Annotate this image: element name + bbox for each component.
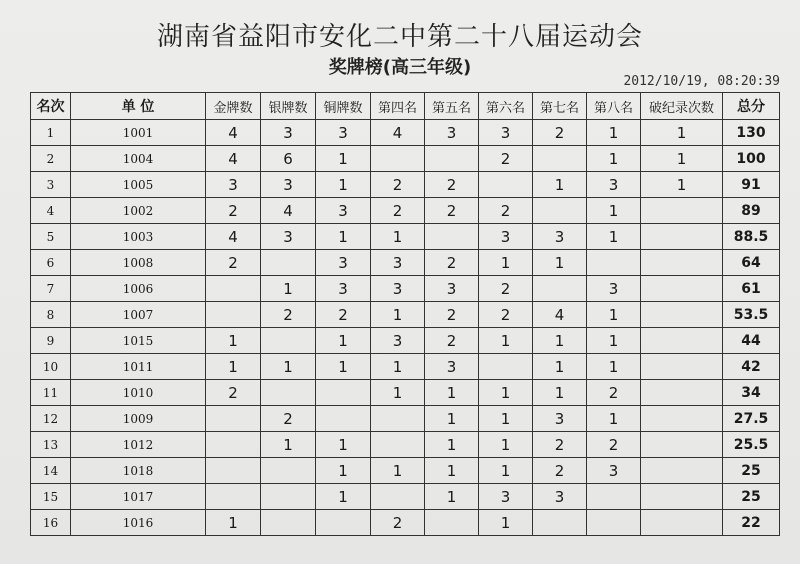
bronze-cell: [316, 380, 371, 406]
sixth-cell: 2: [479, 198, 533, 224]
table-row: [31, 302, 780, 328]
rank-cell: 5: [31, 224, 71, 250]
seventh-cell: 1: [533, 380, 587, 406]
column-header-rank: 名次: [31, 93, 71, 120]
bronze-cell: 3: [316, 120, 371, 146]
column-header-records: 破纪录次数: [641, 93, 723, 120]
table-row: [31, 484, 780, 510]
fifth-cell: 2: [425, 198, 479, 224]
table-row: [31, 510, 780, 536]
seventh-cell: 2: [533, 120, 587, 146]
bronze-cell: 1: [316, 328, 371, 354]
unit-cell: 1012: [71, 432, 206, 458]
eighth-cell: 1: [587, 328, 641, 354]
rank-cell: 1: [31, 120, 71, 146]
total-cell: 130: [723, 120, 780, 146]
eighth-cell: 2: [587, 380, 641, 406]
fifth-cell: 1: [425, 432, 479, 458]
eighth-cell: 3: [587, 276, 641, 302]
gold-cell: [206, 406, 261, 432]
table-row: [31, 406, 780, 432]
table-row: [31, 172, 780, 198]
total-cell: 34: [723, 380, 780, 406]
rank-cell: 2: [31, 146, 71, 172]
sixth-cell: 2: [479, 276, 533, 302]
column-header-bronze: 铜牌数: [316, 93, 371, 120]
records-cell: [641, 406, 723, 432]
fifth-cell: 1: [425, 406, 479, 432]
silver-cell: [261, 328, 316, 354]
rank-cell: 7: [31, 276, 71, 302]
silver-cell: 3: [261, 120, 316, 146]
sixth-cell: 2: [479, 146, 533, 172]
rank-cell: 4: [31, 198, 71, 224]
silver-cell: 1: [261, 276, 316, 302]
unit-cell: 1016: [71, 510, 206, 536]
bronze-cell: 1: [316, 458, 371, 484]
unit-cell: 1009: [71, 406, 206, 432]
eighth-cell: 2: [587, 432, 641, 458]
seventh-cell: 4: [533, 302, 587, 328]
sixth-cell: 3: [479, 120, 533, 146]
eighth-cell: [587, 250, 641, 276]
silver-cell: [261, 380, 316, 406]
total-cell: 64: [723, 250, 780, 276]
sixth-cell: [479, 172, 533, 198]
gold-cell: [206, 302, 261, 328]
bronze-cell: [316, 510, 371, 536]
seventh-cell: [533, 198, 587, 224]
column-header-total: 总分: [723, 93, 780, 120]
sixth-cell: 1: [479, 458, 533, 484]
fourth-cell: 1: [371, 380, 425, 406]
page-title: 湖南省益阳市安化二中第二十八届运动会: [156, 22, 643, 52]
fourth-cell: 2: [371, 510, 425, 536]
bronze-cell: 3: [316, 250, 371, 276]
sixth-cell: [479, 354, 533, 380]
fourth-cell: 2: [371, 198, 425, 224]
records-cell: [641, 484, 723, 510]
fifth-cell: 2: [425, 302, 479, 328]
table-row: [31, 224, 780, 250]
seventh-cell: 1: [533, 328, 587, 354]
column-header-fourth: 第四名: [371, 93, 425, 120]
gold-cell: [206, 276, 261, 302]
fifth-cell: 3: [425, 276, 479, 302]
silver-cell: 4: [261, 198, 316, 224]
column-header-fifth: 第五名: [425, 93, 479, 120]
total-cell: 91: [723, 172, 780, 198]
total-cell: 42: [723, 354, 780, 380]
table-row: [31, 120, 780, 146]
sixth-cell: 2: [479, 302, 533, 328]
table-row: [31, 432, 780, 458]
table-row: [31, 354, 780, 380]
seventh-cell: 1: [533, 354, 587, 380]
page-subtitle: 奖牌榜(高三年级): [328, 57, 472, 78]
total-cell: 25: [723, 458, 780, 484]
eighth-cell: [587, 510, 641, 536]
fourth-cell: [371, 432, 425, 458]
silver-cell: 6: [261, 146, 316, 172]
total-cell: 27.5: [723, 406, 780, 432]
total-cell: 25.5: [723, 432, 780, 458]
seventh-cell: 3: [533, 224, 587, 250]
eighth-cell: 1: [587, 302, 641, 328]
sixth-cell: 1: [479, 380, 533, 406]
records-cell: [641, 276, 723, 302]
sixth-cell: 1: [479, 432, 533, 458]
gold-cell: [206, 432, 261, 458]
eighth-cell: 1: [587, 406, 641, 432]
silver-cell: 3: [261, 224, 316, 250]
gold-cell: [206, 458, 261, 484]
gold-cell: 1: [206, 510, 261, 536]
records-cell: [641, 510, 723, 536]
seventh-cell: [533, 276, 587, 302]
fifth-cell: 2: [425, 328, 479, 354]
records-cell: 1: [641, 172, 723, 198]
gold-cell: 4: [206, 146, 261, 172]
silver-cell: 2: [261, 302, 316, 328]
fourth-cell: 4: [371, 120, 425, 146]
seventh-cell: 3: [533, 406, 587, 432]
table-row: [31, 328, 780, 354]
records-cell: [641, 224, 723, 250]
timestamp: 2012/10/19, 08:20:39: [623, 74, 780, 89]
gold-cell: 3: [206, 172, 261, 198]
unit-cell: 1011: [71, 354, 206, 380]
rank-cell: 13: [31, 432, 71, 458]
fourth-cell: 3: [371, 250, 425, 276]
table-row: [31, 380, 780, 406]
sixth-cell: 1: [479, 250, 533, 276]
bronze-cell: 1: [316, 484, 371, 510]
rank-cell: 8: [31, 302, 71, 328]
fourth-cell: 1: [371, 302, 425, 328]
bronze-cell: 1: [316, 172, 371, 198]
records-cell: [641, 302, 723, 328]
fifth-cell: 1: [425, 484, 479, 510]
table-row: [31, 250, 780, 276]
bronze-cell: 3: [316, 198, 371, 224]
sixth-cell: 1: [479, 510, 533, 536]
total-cell: 89: [723, 198, 780, 224]
bronze-cell: 1: [316, 146, 371, 172]
gold-cell: 2: [206, 250, 261, 276]
unit-cell: 1006: [71, 276, 206, 302]
fifth-cell: 3: [425, 120, 479, 146]
bronze-cell: 3: [316, 276, 371, 302]
total-cell: 22: [723, 510, 780, 536]
table-row: [31, 198, 780, 224]
fifth-cell: 1: [425, 458, 479, 484]
rank-cell: 9: [31, 328, 71, 354]
records-cell: [641, 250, 723, 276]
eighth-cell: 3: [587, 458, 641, 484]
eighth-cell: 1: [587, 146, 641, 172]
seventh-cell: [533, 510, 587, 536]
rank-cell: 14: [31, 458, 71, 484]
seventh-cell: 3: [533, 484, 587, 510]
records-cell: [641, 380, 723, 406]
fifth-cell: 2: [425, 250, 479, 276]
fourth-cell: [371, 146, 425, 172]
unit-cell: 1002: [71, 198, 206, 224]
fifth-cell: 3: [425, 354, 479, 380]
gold-cell: 4: [206, 120, 261, 146]
rank-cell: 3: [31, 172, 71, 198]
seventh-cell: 1: [533, 172, 587, 198]
unit-cell: 1018: [71, 458, 206, 484]
unit-cell: 1015: [71, 328, 206, 354]
total-cell: 53.5: [723, 302, 780, 328]
silver-cell: [261, 458, 316, 484]
records-cell: [641, 198, 723, 224]
fifth-cell: [425, 146, 479, 172]
records-cell: [641, 432, 723, 458]
silver-cell: 3: [261, 172, 316, 198]
fourth-cell: 3: [371, 276, 425, 302]
medal-table: [30, 92, 780, 536]
fourth-cell: [371, 406, 425, 432]
rank-cell: 15: [31, 484, 71, 510]
silver-cell: [261, 510, 316, 536]
sixth-cell: 3: [479, 484, 533, 510]
records-cell: 1: [641, 120, 723, 146]
gold-cell: 2: [206, 198, 261, 224]
seventh-cell: 2: [533, 432, 587, 458]
sixth-cell: 3: [479, 224, 533, 250]
fifth-cell: [425, 224, 479, 250]
unit-cell: 1017: [71, 484, 206, 510]
column-header-gold: 金牌数: [206, 93, 261, 120]
fifth-cell: [425, 510, 479, 536]
table-header-row: [31, 93, 780, 120]
unit-cell: 1001: [71, 120, 206, 146]
records-cell: [641, 354, 723, 380]
column-header-eighth: 第八名: [587, 93, 641, 120]
column-header-sixth: 第六名: [479, 93, 533, 120]
unit-cell: 1010: [71, 380, 206, 406]
fourth-cell: [371, 484, 425, 510]
bronze-cell: [316, 406, 371, 432]
eighth-cell: 3: [587, 172, 641, 198]
table-row: [31, 458, 780, 484]
gold-cell: 1: [206, 328, 261, 354]
fifth-cell: 1: [425, 380, 479, 406]
records-cell: 1: [641, 146, 723, 172]
fourth-cell: 3: [371, 328, 425, 354]
eighth-cell: 1: [587, 224, 641, 250]
rank-cell: 16: [31, 510, 71, 536]
unit-cell: 1005: [71, 172, 206, 198]
rank-cell: 12: [31, 406, 71, 432]
fourth-cell: 2: [371, 172, 425, 198]
fourth-cell: 1: [371, 224, 425, 250]
eighth-cell: 1: [587, 354, 641, 380]
gold-cell: 1: [206, 354, 261, 380]
total-cell: 44: [723, 328, 780, 354]
silver-cell: [261, 250, 316, 276]
seventh-cell: 1: [533, 250, 587, 276]
column-header-unit: 单 位: [71, 93, 206, 120]
eighth-cell: [587, 484, 641, 510]
gold-cell: 2: [206, 380, 261, 406]
table-row: [31, 146, 780, 172]
total-cell: 88.5: [723, 224, 780, 250]
column-header-seventh: 第七名: [533, 93, 587, 120]
bronze-cell: 1: [316, 224, 371, 250]
total-cell: 100: [723, 146, 780, 172]
silver-cell: 1: [261, 354, 316, 380]
silver-cell: 1: [261, 432, 316, 458]
rank-cell: 11: [31, 380, 71, 406]
unit-cell: 1004: [71, 146, 206, 172]
fifth-cell: 2: [425, 172, 479, 198]
eighth-cell: 1: [587, 198, 641, 224]
silver-cell: [261, 484, 316, 510]
bronze-cell: 2: [316, 302, 371, 328]
records-cell: [641, 458, 723, 484]
rank-cell: 10: [31, 354, 71, 380]
unit-cell: 1007: [71, 302, 206, 328]
unit-cell: 1003: [71, 224, 206, 250]
seventh-cell: [533, 146, 587, 172]
fourth-cell: 1: [371, 354, 425, 380]
rank-cell: 6: [31, 250, 71, 276]
silver-cell: 2: [261, 406, 316, 432]
sixth-cell: 1: [479, 328, 533, 354]
medal-table-body: [31, 120, 780, 536]
bronze-cell: 1: [316, 432, 371, 458]
table-row: [31, 276, 780, 302]
unit-cell: 1008: [71, 250, 206, 276]
column-header-silver: 银牌数: [261, 93, 316, 120]
gold-cell: [206, 484, 261, 510]
bronze-cell: 1: [316, 354, 371, 380]
total-cell: 25: [723, 484, 780, 510]
fourth-cell: 1: [371, 458, 425, 484]
seventh-cell: 2: [533, 458, 587, 484]
records-cell: [641, 328, 723, 354]
total-cell: 61: [723, 276, 780, 302]
eighth-cell: 1: [587, 120, 641, 146]
sixth-cell: 1: [479, 406, 533, 432]
gold-cell: 4: [206, 224, 261, 250]
